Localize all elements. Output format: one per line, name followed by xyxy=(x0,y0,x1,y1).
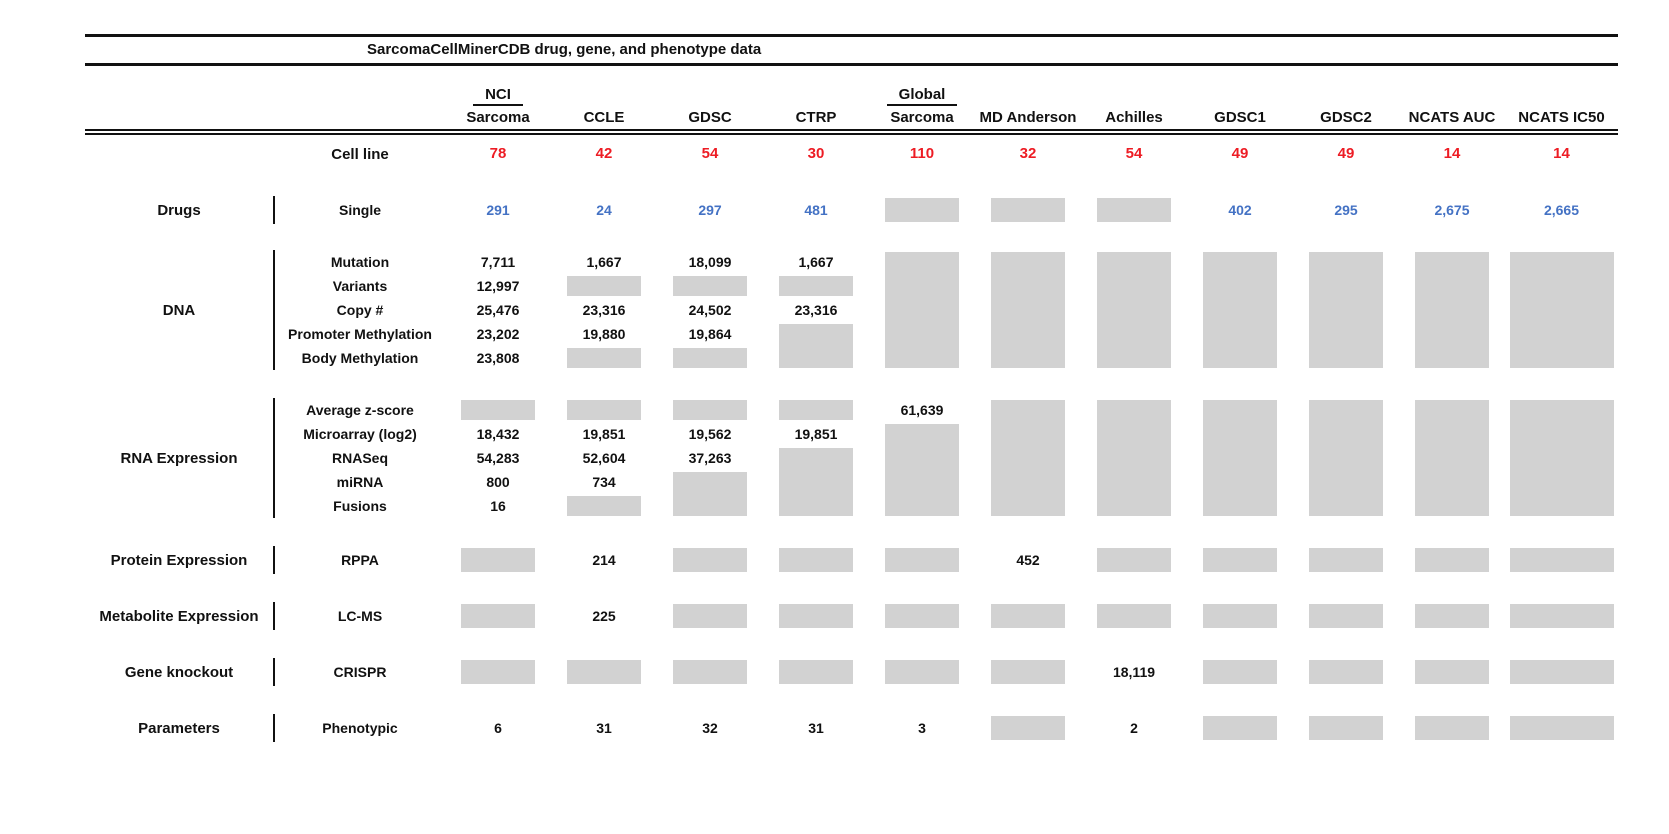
row-label: Mutation xyxy=(330,254,390,270)
column-header xyxy=(1187,86,1293,129)
row-label: LC-MS xyxy=(337,608,383,624)
missing-data-block xyxy=(567,496,641,516)
cell-line-count: 30 xyxy=(807,145,825,162)
missing-data-block xyxy=(885,548,959,572)
column-header-line2: Achilles xyxy=(1105,109,1163,126)
data-cell: 23,202 xyxy=(476,326,520,342)
missing-data-block xyxy=(1203,252,1277,368)
column-header-line1 xyxy=(551,86,657,106)
data-cell: 18,432 xyxy=(476,426,520,442)
missing-data-block xyxy=(461,400,535,420)
row-label: Body Methylation xyxy=(301,350,419,366)
data-section xyxy=(85,196,1618,224)
missing-data-block xyxy=(991,660,1065,684)
data-cell: 2 xyxy=(1130,720,1138,736)
data-cell: 7,711 xyxy=(480,254,516,270)
data-cell: 24,502 xyxy=(688,302,732,318)
column-header-line2: GDSC xyxy=(688,109,732,126)
cell-line-label: Cell line xyxy=(331,145,389,163)
missing-data-block xyxy=(673,548,747,572)
data-cell: 2,675 xyxy=(1434,202,1470,218)
row-label: Average z-score xyxy=(306,402,414,418)
row-label: Copy # xyxy=(336,302,384,318)
data-cell: 12,997 xyxy=(476,278,520,294)
title-band xyxy=(85,34,1618,66)
column-header-line1 xyxy=(445,86,551,106)
column-header-line2: NCATS IC50 xyxy=(1518,109,1605,126)
section-category-label: Drugs xyxy=(85,196,275,224)
section-category-label: Protein Expression xyxy=(85,546,275,574)
missing-data-block xyxy=(1415,252,1489,368)
missing-data-block xyxy=(461,604,535,628)
column-header-line2: GDSC2 xyxy=(1320,109,1372,126)
missing-data-block xyxy=(779,660,853,684)
column-header xyxy=(445,86,551,129)
missing-data-block xyxy=(1415,660,1489,684)
missing-data-block xyxy=(1203,716,1277,740)
column-header xyxy=(551,86,657,129)
data-cell: 452 xyxy=(1016,552,1040,568)
column-header-line2: MD Anderson xyxy=(979,109,1077,126)
column-header-line2: Sarcoma xyxy=(890,109,954,126)
missing-data-block xyxy=(885,198,959,222)
missing-data-block xyxy=(1510,400,1614,516)
data-cell: 19,851 xyxy=(794,426,838,442)
missing-data-block xyxy=(991,252,1065,368)
row-label: miRNA xyxy=(336,474,384,490)
missing-data-block xyxy=(885,604,959,628)
missing-data-block xyxy=(1097,548,1171,572)
column-header xyxy=(869,86,975,129)
missing-data-block xyxy=(779,400,853,420)
missing-data-block xyxy=(673,276,747,296)
column-header xyxy=(657,86,763,129)
section-category-label: Metabolite Expression xyxy=(85,602,275,630)
data-cell: 2,665 xyxy=(1543,202,1580,218)
column-header-line1-text: NCI xyxy=(473,87,523,106)
missing-data-block xyxy=(1415,548,1489,572)
cell-line-count: 49 xyxy=(1337,145,1355,162)
data-cell: 295 xyxy=(1334,202,1358,218)
column-header-line2: GDSC1 xyxy=(1214,109,1266,126)
data-cell: 37,263 xyxy=(688,450,732,466)
data-cell: 1,667 xyxy=(586,254,622,270)
column-header xyxy=(1081,86,1187,129)
data-cell: 800 xyxy=(486,474,510,490)
cell-line-count: 78 xyxy=(489,145,507,162)
missing-data-block xyxy=(673,348,747,368)
column-headers-row xyxy=(85,86,1618,129)
column-header-line1 xyxy=(657,86,763,106)
missing-data-block xyxy=(673,472,747,516)
missing-data-block xyxy=(885,252,959,368)
data-cell: 54,283 xyxy=(476,450,520,466)
column-header xyxy=(763,86,869,129)
missing-data-block xyxy=(1510,660,1614,684)
data-section xyxy=(85,250,1618,370)
column-header-line1 xyxy=(1187,86,1293,106)
missing-data-block xyxy=(1309,716,1383,740)
column-header xyxy=(1293,86,1399,129)
column-header-line1 xyxy=(1293,86,1399,106)
missing-data-block xyxy=(567,400,641,420)
row-label: Phenotypic xyxy=(322,720,398,736)
missing-data-block xyxy=(1415,604,1489,628)
missing-data-block xyxy=(1309,400,1383,516)
missing-data-block xyxy=(673,604,747,628)
missing-data-block xyxy=(461,660,535,684)
column-header-line2: NCATS AUC xyxy=(1408,109,1496,126)
column-header xyxy=(975,86,1081,129)
row-label: CRISPR xyxy=(333,664,387,680)
missing-data-block xyxy=(567,276,641,296)
data-cell: 18,099 xyxy=(688,254,732,270)
column-header-line1 xyxy=(869,86,975,106)
data-cell: 19,880 xyxy=(582,326,626,342)
row-label: Promoter Methylation xyxy=(288,326,432,342)
row-label: RPPA xyxy=(341,552,379,568)
row-label: Single xyxy=(338,202,381,218)
data-cell: 214 xyxy=(592,552,616,568)
missing-data-block xyxy=(1097,400,1171,516)
missing-data-block xyxy=(991,716,1065,740)
data-cell: 52,604 xyxy=(582,450,626,466)
data-cell: 19,562 xyxy=(688,426,732,442)
header-divider-double-line xyxy=(85,129,1618,135)
missing-data-block xyxy=(1097,252,1171,368)
data-cell: 31 xyxy=(596,720,612,736)
data-cell: 16 xyxy=(490,498,506,514)
cell-line-count: 32 xyxy=(1019,145,1037,162)
missing-data-block xyxy=(885,424,959,516)
data-cell: 734 xyxy=(592,474,616,490)
data-cell: 6 xyxy=(494,720,502,736)
missing-data-block xyxy=(779,324,853,368)
missing-data-block xyxy=(1309,548,1383,572)
data-cell: 23,316 xyxy=(582,302,626,318)
cell-line-count: 42 xyxy=(595,145,613,162)
missing-data-block xyxy=(991,400,1065,516)
column-header-line2: Sarcoma xyxy=(466,109,530,126)
column-header-line1-text: Global xyxy=(887,87,958,106)
row-label: Variants xyxy=(332,278,388,294)
column-header-line1 xyxy=(763,86,869,106)
column-header-line2: CCLE xyxy=(583,109,625,126)
missing-data-block xyxy=(1510,604,1614,628)
data-cell: 1,667 xyxy=(798,254,834,270)
missing-data-block xyxy=(991,198,1065,222)
data-cell: 19,851 xyxy=(582,426,626,442)
data-cell: 23,808 xyxy=(476,350,520,366)
data-section xyxy=(85,602,1618,630)
missing-data-block xyxy=(779,276,853,296)
cell-line-count: 54 xyxy=(1125,145,1143,162)
section-category-label: Gene knockout xyxy=(85,658,275,686)
missing-data-block xyxy=(1510,252,1614,368)
data-cell: 3 xyxy=(918,720,926,736)
missing-data-block xyxy=(461,548,535,572)
missing-data-block xyxy=(1097,604,1171,628)
data-cell: 291 xyxy=(486,202,510,218)
row-label: Fusions xyxy=(333,498,387,514)
table-body xyxy=(85,196,1618,742)
data-section xyxy=(85,398,1618,518)
data-cell: 225 xyxy=(592,608,616,624)
cell-line-count: 49 xyxy=(1231,145,1249,162)
column-header-line1 xyxy=(1081,86,1187,106)
section-category-label: DNA xyxy=(85,250,275,370)
cell-line-count: 110 xyxy=(909,145,935,162)
section-category-label: Parameters xyxy=(85,714,275,742)
figure-canvas xyxy=(85,34,1618,742)
figure-title: SarcomaCellMinerCDB drug, gene, and phenotype data xyxy=(367,41,762,58)
data-section xyxy=(85,714,1618,742)
data-cell: 32 xyxy=(702,720,718,736)
section-category-label: RNA Expression xyxy=(85,398,275,518)
data-section xyxy=(85,546,1618,574)
data-cell: 24 xyxy=(596,202,612,218)
missing-data-block xyxy=(1309,660,1383,684)
data-section xyxy=(85,658,1618,686)
missing-data-block xyxy=(885,660,959,684)
missing-data-block xyxy=(1203,548,1277,572)
data-cell: 25,476 xyxy=(476,302,520,318)
missing-data-block xyxy=(1415,400,1489,516)
missing-data-block xyxy=(673,400,747,420)
column-header xyxy=(1505,86,1618,129)
column-header-line1 xyxy=(1399,86,1505,106)
data-cell: 297 xyxy=(698,202,722,218)
data-cell: 61,639 xyxy=(900,402,944,418)
missing-data-block xyxy=(567,660,641,684)
missing-data-block xyxy=(1415,716,1489,740)
cell-line-count: 54 xyxy=(701,145,719,162)
data-cell: 481 xyxy=(804,202,828,218)
missing-data-block xyxy=(1203,604,1277,628)
missing-data-block xyxy=(567,348,641,368)
data-cell: 19,864 xyxy=(688,326,732,342)
data-cell: 18,119 xyxy=(1112,664,1156,680)
missing-data-block xyxy=(779,448,853,516)
data-cell: 31 xyxy=(808,720,824,736)
missing-data-block xyxy=(779,548,853,572)
data-cell: 402 xyxy=(1228,202,1252,218)
missing-data-block xyxy=(1510,548,1614,572)
row-label: RNASeq xyxy=(331,450,388,466)
missing-data-block xyxy=(1203,400,1277,516)
missing-data-block xyxy=(1309,604,1383,628)
missing-data-block xyxy=(779,604,853,628)
missing-data-block xyxy=(1510,716,1614,740)
missing-data-block xyxy=(1309,252,1383,368)
missing-data-block xyxy=(673,660,747,684)
missing-data-block xyxy=(1097,198,1171,222)
column-header-line2: CTRP xyxy=(795,109,837,126)
cell-line-count: 14 xyxy=(1443,145,1461,162)
data-cell: 23,316 xyxy=(794,302,838,318)
cell-line-count-row xyxy=(85,140,1618,168)
cell-line-count: 14 xyxy=(1553,145,1570,162)
column-header xyxy=(1399,86,1505,129)
missing-data-block xyxy=(991,604,1065,628)
missing-data-block xyxy=(1203,660,1277,684)
row-label: Microarray (log2) xyxy=(303,426,417,442)
column-header-line1 xyxy=(1505,86,1618,106)
column-header-line1 xyxy=(975,86,1081,106)
